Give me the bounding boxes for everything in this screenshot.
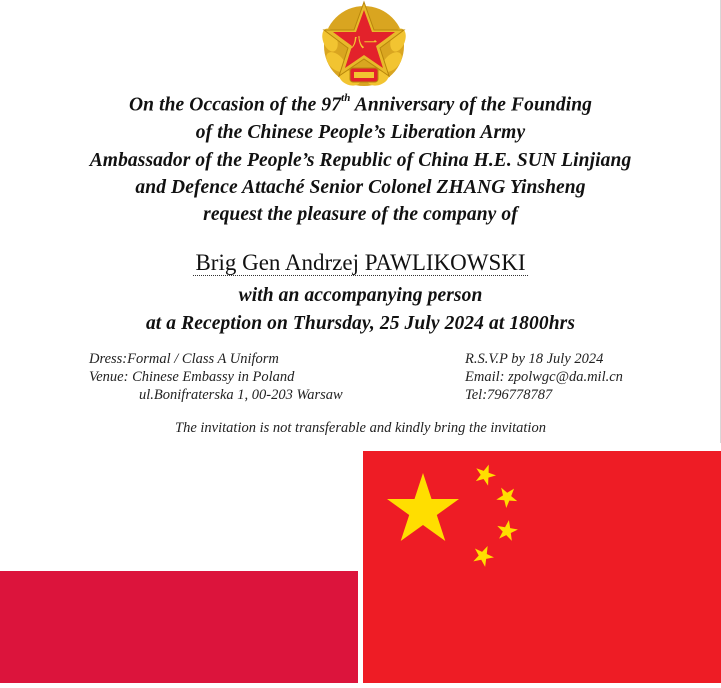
poland-flag-white-band (0, 451, 358, 571)
china-flag-small-star-icon (495, 518, 519, 541)
china-flag-stars (363, 451, 721, 683)
heading-line-1 (0, 94, 721, 117)
guest-name (0, 250, 721, 276)
heading-line-1-text: On the Occasion of the 97 (128, 94, 342, 116)
email: Email: zpolwgc@da.mil.cn (465, 369, 623, 385)
pla-emblem-icon (316, 0, 412, 92)
divider (0, 443, 721, 451)
china-flag (363, 451, 721, 683)
invitation-notice: The invitation is not transferable and kindly bring the invitation (175, 420, 546, 436)
heading-line-4: and Defence Attaché Senior Colonel ZHANG Yinsheng (135, 177, 586, 198)
china-flag-small-star-icon (493, 482, 522, 511)
heading-line-5: request the pleasure of the company of (203, 204, 518, 225)
details-right (465, 350, 623, 404)
venue: Venue: Chinese Embassy in Poland (89, 369, 295, 385)
heading-line-3: Ambassador of the People’s Republic of China H.E. SUN Linjiang (89, 150, 632, 171)
poland-flag (0, 451, 358, 683)
emblem-text: 八一 (350, 36, 378, 51)
china-flag-small-star-icon (470, 542, 497, 569)
rsvp: R.S.V.P by 18 July 2024 (465, 351, 604, 367)
address: ul.Bonifraterska 1, 00-203 Warsaw (139, 387, 343, 403)
guest-name-text: Brig Gen Andrzej PAWLIKOWSKI (195, 250, 526, 275)
heading-line-2: of the Chinese People’s Liberation Army (195, 122, 526, 143)
china-flag-large-star-icon (387, 473, 459, 541)
accompany-line: with an accompanying person (238, 285, 483, 306)
ordinal-suffix: th (341, 92, 351, 104)
china-flag-small-star-icon (472, 461, 499, 487)
heading-line-1-tail: Anniversary of the Founding (350, 94, 593, 116)
dress-code: Dress:Formal / Class A Uniform (89, 351, 279, 367)
telephone: Tel:796778787 (465, 387, 553, 403)
reception-line: at a Reception on Thursday, 25 July 2024 at 1800hrs (145, 313, 576, 334)
poland-flag-red-band (0, 571, 358, 683)
details-left (89, 350, 343, 404)
